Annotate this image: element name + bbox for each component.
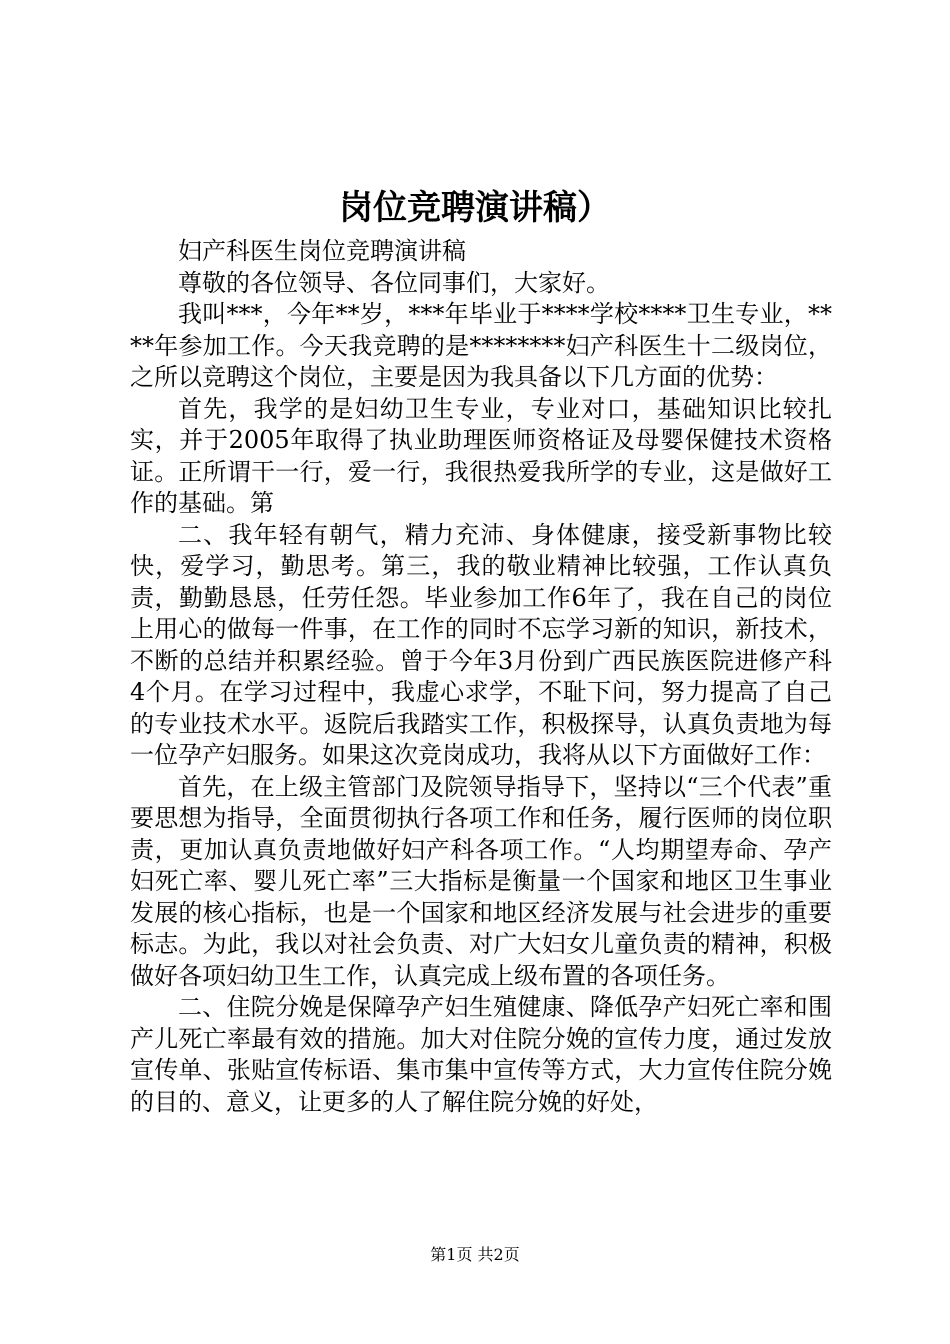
document-body [130,236,832,1118]
paragraph-intro: 我叫***，今年**岁，***年毕业于****学校****卫生专业，****年参加工作。今天我竞聘的是********妇产科医生十二级岗位，之所以竞聘这个岗位，主要是因为我具备以下几方面的优势： [130,300,832,391]
paragraph-first-advantage: 首先，我学的是妇幼卫生专业，专业对口，基础知识比较扎实，并于2005年取得了执业助理医师资格证及母婴保健技术资格证。正所谓干一行，爱一行，我很热爱我所学的专业，这是做好工作的基础。第 [130,394,832,517]
page-footer: 第1页 共2页 [430,1245,520,1264]
paragraph-second-advantage: 二、我年轻有朝气，精力充沛、身体健康，接受新事物比较快，爱学习，勤思考。第三，我的敬业精神比较强，工作认真负责，勤勤恳恳，任劳任怨。毕业参加工作6年了，我在自己的岗位上用心的做每一件事，在工作的同时不忘学习新的知识，新技术，不断的总结并积累经验。曾于今年3月份到广西民族医院进修产科4个月。在学习过程中，我虚心求学，不耻下问，努力提高了自己的专业技术水平。返院后我踏实工作，积极探导，认真负责地为每一位孕产妇服务。如果这次竞岗成功，我将从以下方面做好工作： [130,520,832,769]
paragraph-subtitle: 妇产科医生岗位竞聘演讲稿 [178,237,466,265]
paragraph-second-plan: 二、住院分娩是保障孕产妇生殖健康、降低孕产妇死亡率和围产儿死亡率最有效的措施。加大对住院分娩的宣传力度，通过发放宣传单、张贴宣传标语、集市集中宣传等方式，大力宣传住院分娩的目的、意义，让更多的人了解住院分娩的好处， [130,993,832,1116]
document-title: 岗位竞聘演讲稿） [339,188,611,228]
paragraph-first-plan: 首先，在上级主管部门及院领导指导下，坚持以“三个代表”重要思想为指导，全面贯彻执行各项工作和任务，履行医师的岗位职责，更加认真负责地做好妇产科各项工作。“人均期望寿命、孕产妇死亡率、婴儿死亡率”三大指标是衡量一个国家和地区卫生事业发展的核心指标，也是一个国家和地区经济发展与社会进步的重要标志。为此，我以对社会负责、对广大妇女儿童负责的精神，积极做好各项妇幼卫生工作，认真完成上级布置的各项任务。 [130,772,832,990]
paragraph-greeting: 尊敬的各位领导、各位同事们，大家好。 [178,268,610,297]
